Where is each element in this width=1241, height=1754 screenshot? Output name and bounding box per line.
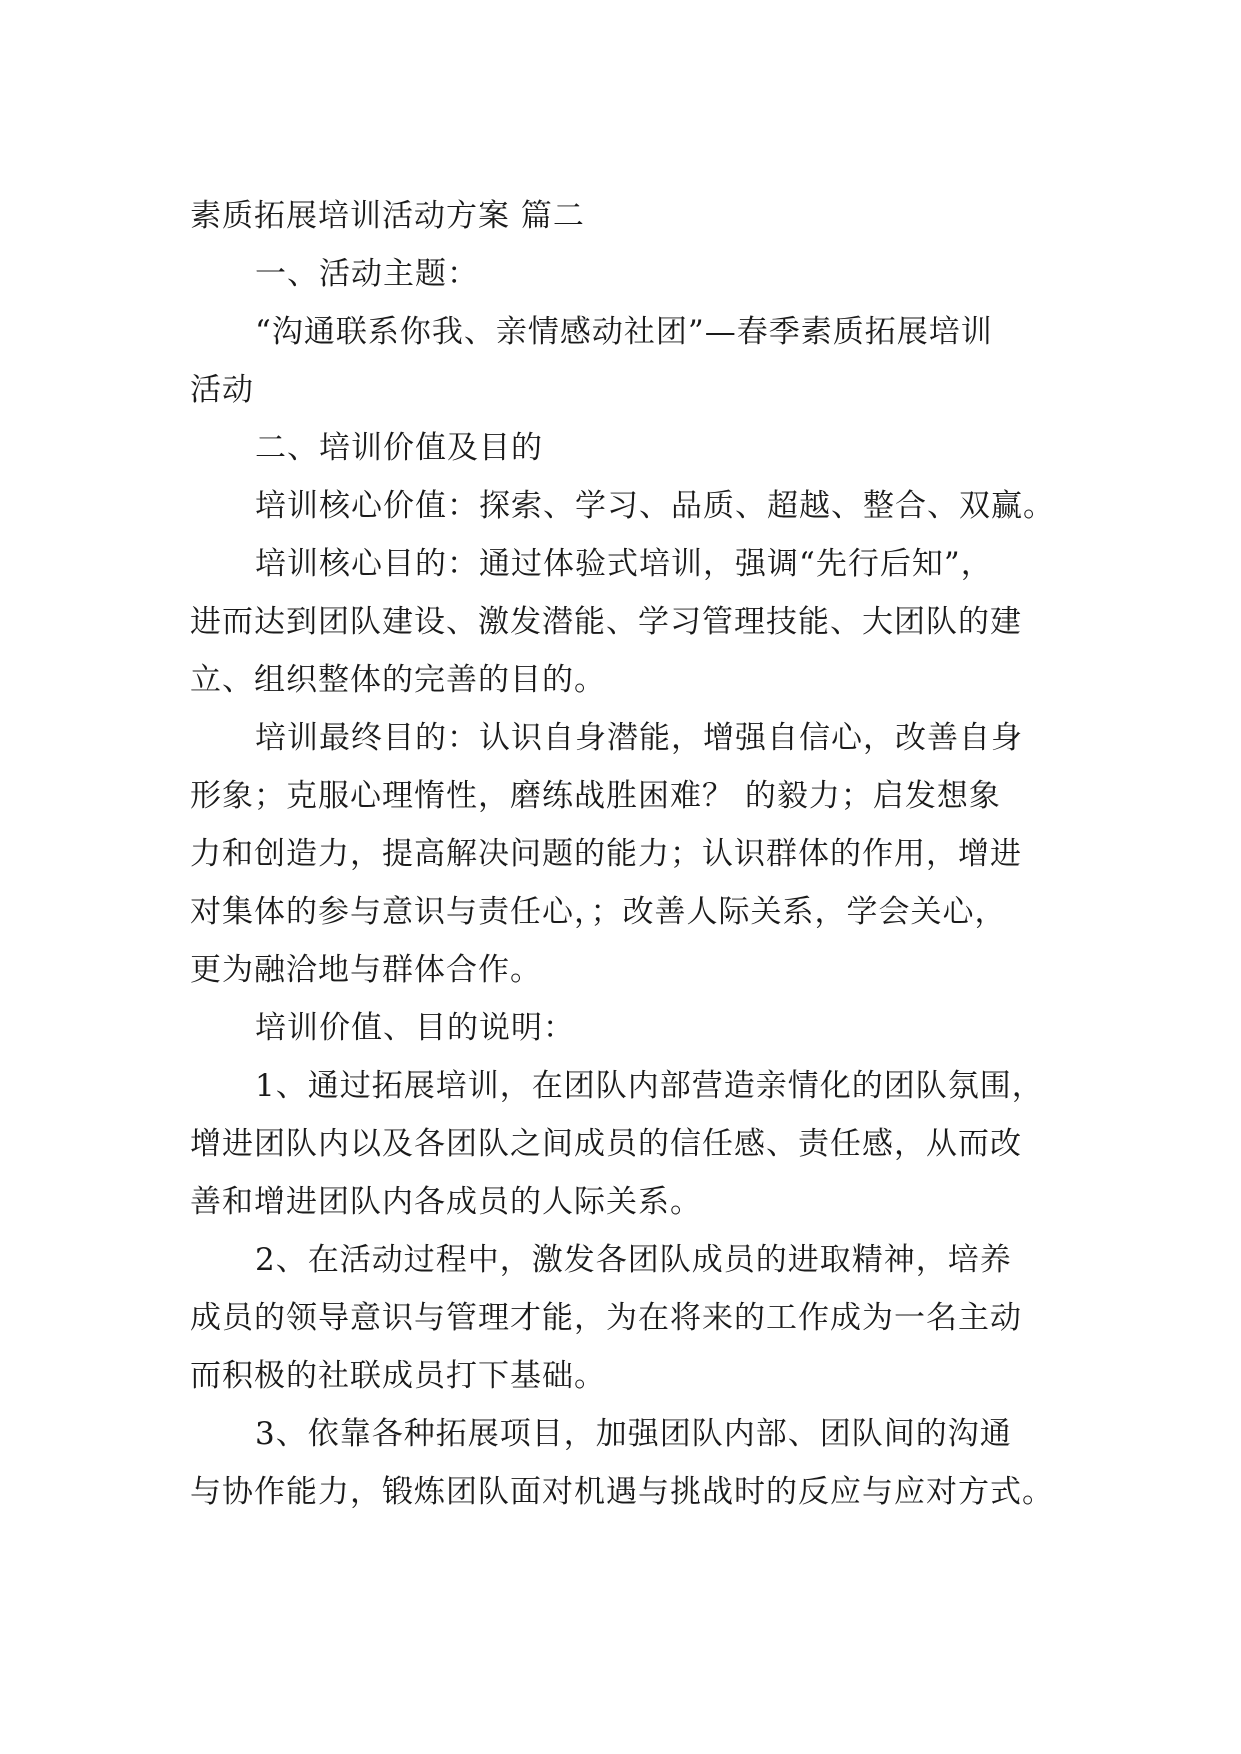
- paragraph-line: 增进团队内以及各团队之间成员的信任感、责任感，从而改: [190, 1126, 1022, 1162]
- paragraph-line: 形象；克服心理惰性，磨练战胜困难？ 的毅力；启发想象: [190, 778, 1001, 814]
- paragraph-line: 培训价值、目的说明：: [255, 1010, 575, 1046]
- paragraph-line: 3、依靠各种拓展项目，加强团队内部、团队间的沟通: [255, 1416, 1012, 1452]
- paragraph-line: 培训最终目的：认识自身潜能，增强自信心，改善自身: [255, 720, 1023, 756]
- paragraph-line: 与协作能力，锻炼团队面对机遇与挑战时的反应与应对方式。: [190, 1474, 1054, 1510]
- paragraph-line: 善和增进团队内各成员的人际关系。: [190, 1184, 702, 1220]
- paragraph-line: 而积极的社联成员打下基础。: [190, 1358, 606, 1394]
- paragraph-line: 培训核心价值：探索、学习、品质、超越、整合、双赢。: [255, 488, 1055, 524]
- section-heading-value-goal: 二、培训价值及目的: [255, 430, 543, 466]
- paragraph-line: 活动: [190, 372, 254, 408]
- paragraph-line: 对集体的参与意识与责任心，；改善人际关系，学会关心，: [190, 894, 1007, 930]
- paragraph-line: 培训核心目的：通过体验式培训，强调“先行后知”，: [255, 546, 993, 582]
- paragraph-line: “沟通联系你我、亲情感动社团”—春季素质拓展培训: [255, 314, 993, 350]
- paragraph-line: 1、通过拓展培训，在团队内部营造亲情化的团队氛围，: [255, 1068, 1044, 1104]
- paragraph-line: 进而达到团队建设、激发潜能、学习管理技能、大团队的建: [190, 604, 1022, 640]
- document-title: 素质拓展培训活动方案 篇二: [190, 198, 585, 234]
- section-heading-activity-theme: 一、活动主题：: [255, 256, 479, 292]
- paragraph-line: 成员的领导意识与管理才能，为在将来的工作成为一名主动: [190, 1300, 1022, 1336]
- paragraph-line: 更为融洽地与群体合作。: [190, 952, 542, 988]
- paragraph-line: 2、在活动过程中，激发各团队成员的进取精神，培养: [255, 1242, 1012, 1278]
- paragraph-line: 立、组织整体的完善的目的。: [190, 662, 606, 698]
- paragraph-line: 力和创造力，提高解决问题的能力；认识群体的作用，增进: [190, 836, 1022, 872]
